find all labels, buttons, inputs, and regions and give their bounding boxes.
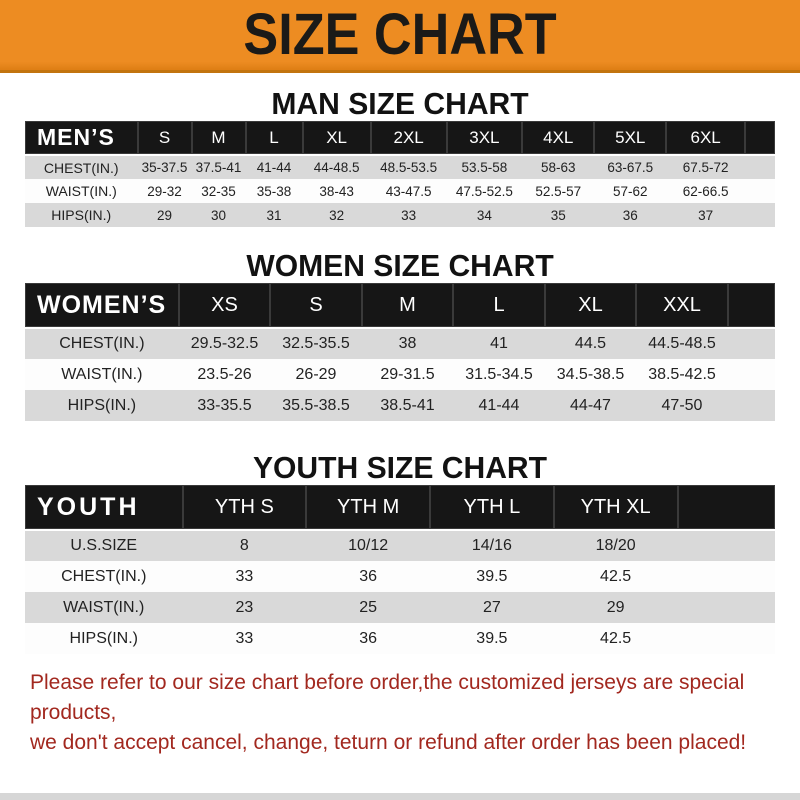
spacer-cell xyxy=(745,155,775,179)
size-cell: 67.5-72 xyxy=(682,160,729,175)
size-cell: 31.5-34.5 xyxy=(465,365,533,383)
size-cell: 57-62 xyxy=(612,183,648,199)
size-cell: 58-63 xyxy=(540,160,576,175)
youth-table-row xyxy=(25,561,775,592)
women-col-header: XS xyxy=(179,283,271,328)
order-notice xyxy=(30,668,800,758)
size-cell: 35.5-38.5 xyxy=(282,396,350,414)
women-table-title: WOMEN’S xyxy=(25,283,179,328)
size-cell: 27 xyxy=(482,598,501,616)
size-cell: 38-43 xyxy=(319,183,354,199)
size-cell: 44-47 xyxy=(570,396,611,414)
row-label: WAIST(IN.) xyxy=(63,598,145,616)
size-cell: 63-67.5 xyxy=(607,160,654,175)
men-col-header: 5XL xyxy=(594,121,666,155)
size-cell: 29.5-32.5 xyxy=(190,335,259,352)
size-cell: 38.5-42.5 xyxy=(648,365,716,383)
men-col-header: M xyxy=(192,121,246,155)
size-cell: 44-48.5 xyxy=(313,160,360,175)
size-cell: 47-50 xyxy=(661,396,703,414)
men-col-header: 2XL xyxy=(371,121,447,155)
size-cell: 25 xyxy=(359,598,378,616)
spacer-cell xyxy=(728,328,775,359)
size-cell: 52.5-57 xyxy=(535,183,582,199)
spacer-cell xyxy=(728,359,775,390)
women-col-header: XXL xyxy=(636,283,728,328)
women-col-header: M xyxy=(362,283,454,328)
row-label: CHEST(IN.) xyxy=(61,567,147,585)
spacer-cell xyxy=(745,179,775,203)
men-col-header: S xyxy=(138,121,192,155)
spacer-cell xyxy=(678,623,776,654)
size-cell: 34.5-38.5 xyxy=(556,365,625,383)
women-table-row xyxy=(25,390,775,421)
size-cell: 18/20 xyxy=(595,537,636,554)
size-cell: 33-35.5 xyxy=(197,396,252,414)
men-col-header: 6XL xyxy=(666,121,745,155)
size-cell: 30 xyxy=(210,207,227,223)
spacer-cell xyxy=(678,561,776,592)
spacer-cell xyxy=(745,203,775,227)
size-cell: 42.5 xyxy=(600,629,632,647)
size-cell: 32 xyxy=(329,207,345,223)
youth-size-table xyxy=(25,485,775,654)
size-cell: 35-37.5 xyxy=(141,160,188,175)
row-label: CHEST(IN.) xyxy=(43,159,119,176)
size-cell: 41 xyxy=(490,335,508,352)
size-cell: 35-38 xyxy=(256,183,292,199)
page-title: SIZE CHART xyxy=(243,2,557,67)
men-table-row xyxy=(25,203,775,227)
size-cell: 48.5-53.5 xyxy=(380,160,438,175)
youth-table-title: YOUTH xyxy=(25,485,183,530)
size-cell: 36 xyxy=(359,567,378,585)
row-label: WAIST(IN.) xyxy=(45,183,117,199)
women-col-header: XL xyxy=(545,283,637,328)
banner xyxy=(0,0,800,73)
youth-col-header: YTH L xyxy=(430,485,554,530)
youth-table-row xyxy=(25,623,775,654)
youth-section xyxy=(0,451,800,654)
spacer-cell xyxy=(728,283,775,328)
youth-header-row xyxy=(25,485,775,530)
youth-table-row xyxy=(25,592,775,623)
size-cell: 42.5 xyxy=(600,567,632,585)
men-col-header: 4XL xyxy=(522,121,594,155)
size-cell: 41-44 xyxy=(256,160,292,175)
women-table-row xyxy=(25,359,775,390)
size-cell: 10/12 xyxy=(348,537,389,554)
size-cell: 29-32 xyxy=(147,183,182,199)
women-col-header: S xyxy=(270,283,362,328)
spacer-cell xyxy=(745,121,775,155)
men-header-row xyxy=(25,121,775,155)
women-table-row xyxy=(25,328,775,359)
size-cell: 29-31.5 xyxy=(380,365,435,383)
spacer-cell xyxy=(728,390,775,421)
size-cell: 36 xyxy=(359,629,378,647)
men-col-header: XL xyxy=(303,121,371,155)
size-cell: 39.5 xyxy=(476,567,508,585)
size-cell: 37.5-41 xyxy=(195,160,242,175)
women-section-heading: WOMEN SIZE CHART xyxy=(246,248,554,283)
size-cell: 39.5 xyxy=(476,629,508,647)
size-cell: 38 xyxy=(398,335,417,352)
size-cell: 43-47.5 xyxy=(385,183,432,199)
men-table-title: MEN’S xyxy=(25,121,138,155)
size-cell: 44.5 xyxy=(574,335,607,352)
women-col-header: L xyxy=(453,283,545,328)
size-cell: 26-29 xyxy=(295,365,337,383)
men-col-header: 3XL xyxy=(447,121,523,155)
size-cell: 29 xyxy=(606,598,625,616)
youth-col-header: YTH S xyxy=(183,485,307,530)
size-cell: 47.5-52.5 xyxy=(455,183,513,199)
size-cell: 62-66.5 xyxy=(682,183,729,199)
size-cell: 32.5-35.5 xyxy=(282,335,350,352)
youth-col-header: YTH XL xyxy=(554,485,678,530)
row-label: CHEST(IN.) xyxy=(59,335,145,352)
bottom-strip xyxy=(0,793,800,800)
size-cell: 37 xyxy=(698,207,714,223)
size-cell: 29 xyxy=(156,207,173,223)
women-size-table xyxy=(25,283,775,421)
men-size-table xyxy=(25,121,775,227)
men-section-heading: MAN SIZE CHART xyxy=(271,86,529,121)
size-cell: 33 xyxy=(235,567,254,585)
size-cell: 23 xyxy=(235,598,254,616)
size-cell: 8 xyxy=(239,537,249,554)
row-label: HIPS(IN.) xyxy=(67,396,137,414)
notice-line-1: Please refer to our size chart before order,the customized jerseys are special products, xyxy=(30,671,745,724)
size-cell: 31 xyxy=(266,207,282,223)
size-cell: 35 xyxy=(550,207,566,223)
youth-table-row xyxy=(25,530,775,561)
size-cell: 33 xyxy=(235,629,254,647)
size-cell: 23.5-26 xyxy=(197,365,252,383)
men-table-row xyxy=(25,155,775,179)
men-section xyxy=(0,87,800,227)
youth-section-heading: YOUTH SIZE CHART xyxy=(252,450,548,485)
size-cell: 44.5-48.5 xyxy=(648,335,716,352)
size-cell: 38.5-41 xyxy=(380,396,435,414)
size-cell: 36 xyxy=(622,207,638,223)
women-header-row xyxy=(25,283,775,328)
row-label: HIPS(IN.) xyxy=(51,207,112,223)
size-cell: 33 xyxy=(401,207,417,223)
spacer-cell xyxy=(678,592,776,623)
size-cell: 53.5-58 xyxy=(461,160,508,175)
size-cell: 32-35 xyxy=(201,183,236,199)
youth-col-header: YTH M xyxy=(306,485,430,530)
size-cell: 34 xyxy=(476,207,492,223)
spacer-cell xyxy=(678,485,776,530)
size-cell: 41-44 xyxy=(478,396,520,414)
men-table-row xyxy=(25,179,775,203)
spacer-cell xyxy=(678,530,776,561)
row-label: HIPS(IN.) xyxy=(69,629,138,647)
row-label: WAIST(IN.) xyxy=(61,365,143,383)
size-cell: 14/16 xyxy=(471,537,512,554)
row-label: U.S.SIZE xyxy=(70,537,138,554)
notice-line-2: we don't accept cancel, change, teturn or refund after order has been placed! xyxy=(30,731,747,754)
women-section xyxy=(0,249,800,421)
men-col-header: L xyxy=(246,121,303,155)
